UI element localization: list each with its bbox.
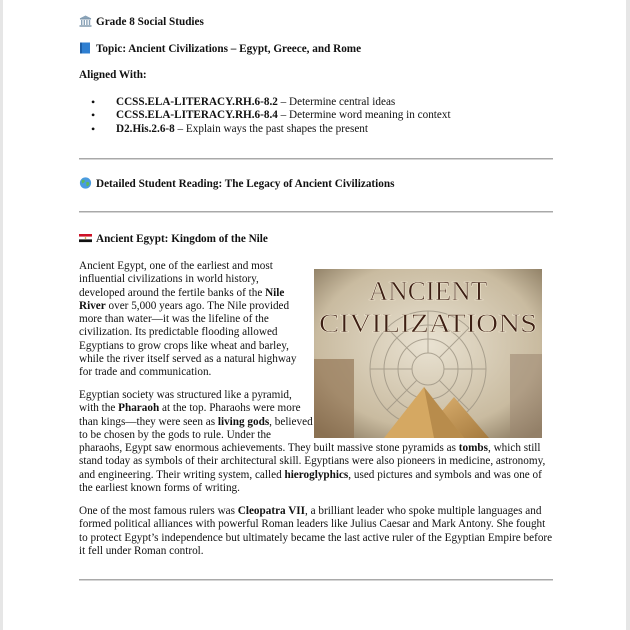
text-run: One of the most famous rulers was xyxy=(79,505,238,517)
paragraph-pharaoh-wrap xyxy=(79,389,553,495)
standard-desc: – Explain ways the past shapes the present xyxy=(174,122,368,135)
grade-heading xyxy=(79,15,204,29)
bold-term: Cleopatra VII xyxy=(237,505,306,517)
standard-desc: – Determine central ideas xyxy=(277,96,396,108)
bold-term: Nile River xyxy=(79,286,285,312)
divider xyxy=(79,579,553,581)
standard-desc: – Determine word meaning in context xyxy=(277,109,451,122)
bold-term: hieroglyphics xyxy=(284,468,349,481)
image-float-spacer xyxy=(313,389,553,437)
aligned-with-label: Aligned With: xyxy=(79,69,147,81)
reading-title: Detailed Student Reading: The Legacy of Ancient Civilizations xyxy=(96,178,395,190)
standard-item xyxy=(79,96,555,109)
egypt-flag-icon xyxy=(79,232,92,244)
bold-term: living gods xyxy=(217,415,270,428)
divider xyxy=(79,158,553,160)
text-run: Ancient Egypt, one of the earliest and most influential civilizations in world history, developed around the fertile banks of the xyxy=(79,260,273,299)
grade-title: Grade 8 Social Studies xyxy=(96,16,204,28)
topic-title: Topic: Ancient Civilizations – Egypt, Greece, and Rome xyxy=(96,43,362,55)
bold-term: Pharaoh xyxy=(118,402,160,415)
paragraph-cleopatra xyxy=(79,505,555,558)
standard-code: CCSS.ELA-LITERACY.RH.6-8.2 xyxy=(116,96,278,108)
standard-code: D2.His.2.6-8 xyxy=(116,122,175,135)
text-run: , which still stand today as symbols of their architectural skill. Egyptians were also pioneers in medicine, astronomy, and engineering. Their writing system, called xyxy=(79,442,546,481)
standard-item xyxy=(79,109,555,122)
text-run: , used pictures and symbols and was one of the earliest known forms of writing. xyxy=(79,468,542,495)
text-run: at the top. Pharaohs were more than kings—they were seen as xyxy=(79,402,301,428)
image-title-line2: CIVILIZATIONS xyxy=(319,309,537,338)
text-run: , believed to be chosen by the gods to rule. Under the pharaohs, Egypt saw enormous achievements. They built massive stone pyramids as xyxy=(79,415,459,455)
paragraph-nile xyxy=(79,260,299,380)
bold-term: tombs xyxy=(458,442,488,455)
text-run: , a brilliant leader who spoke multiple languages and formed political alliances with powerful Roman leaders like Julius Caesar and Mark Antony. She fought to protect Egypt’s independence but ultimately became the last active ruler of the Egyptian Empire before it fell under Roman control. xyxy=(79,505,553,557)
image-title-line1: ANCIENT xyxy=(368,276,488,306)
standard-item xyxy=(79,123,555,136)
divider xyxy=(79,211,553,213)
standards-list xyxy=(79,96,555,136)
egypt-heading xyxy=(79,232,268,246)
text-run: over 5,000 years ago. The Nile provided more than water—it was the lifeline of the civilization. Its predictable flooding allowed Egyptians to grow crops like wheat and barley, while the river itself served as a natural highway for trade and communication. xyxy=(79,299,297,379)
blue-book-icon xyxy=(79,42,92,54)
reading-heading xyxy=(79,177,394,191)
document-page xyxy=(3,0,626,630)
egypt-title: Ancient Egypt: Kingdom of the Nile xyxy=(96,233,268,245)
standard-code: CCSS.ELA-LITERACY.RH.6-8.4 xyxy=(116,109,278,122)
text-run: Egyptian society was structured like a pyramid, with the xyxy=(79,389,292,415)
topic-heading xyxy=(79,42,361,56)
globe-icon xyxy=(79,177,92,189)
classical-building-icon xyxy=(79,15,92,27)
